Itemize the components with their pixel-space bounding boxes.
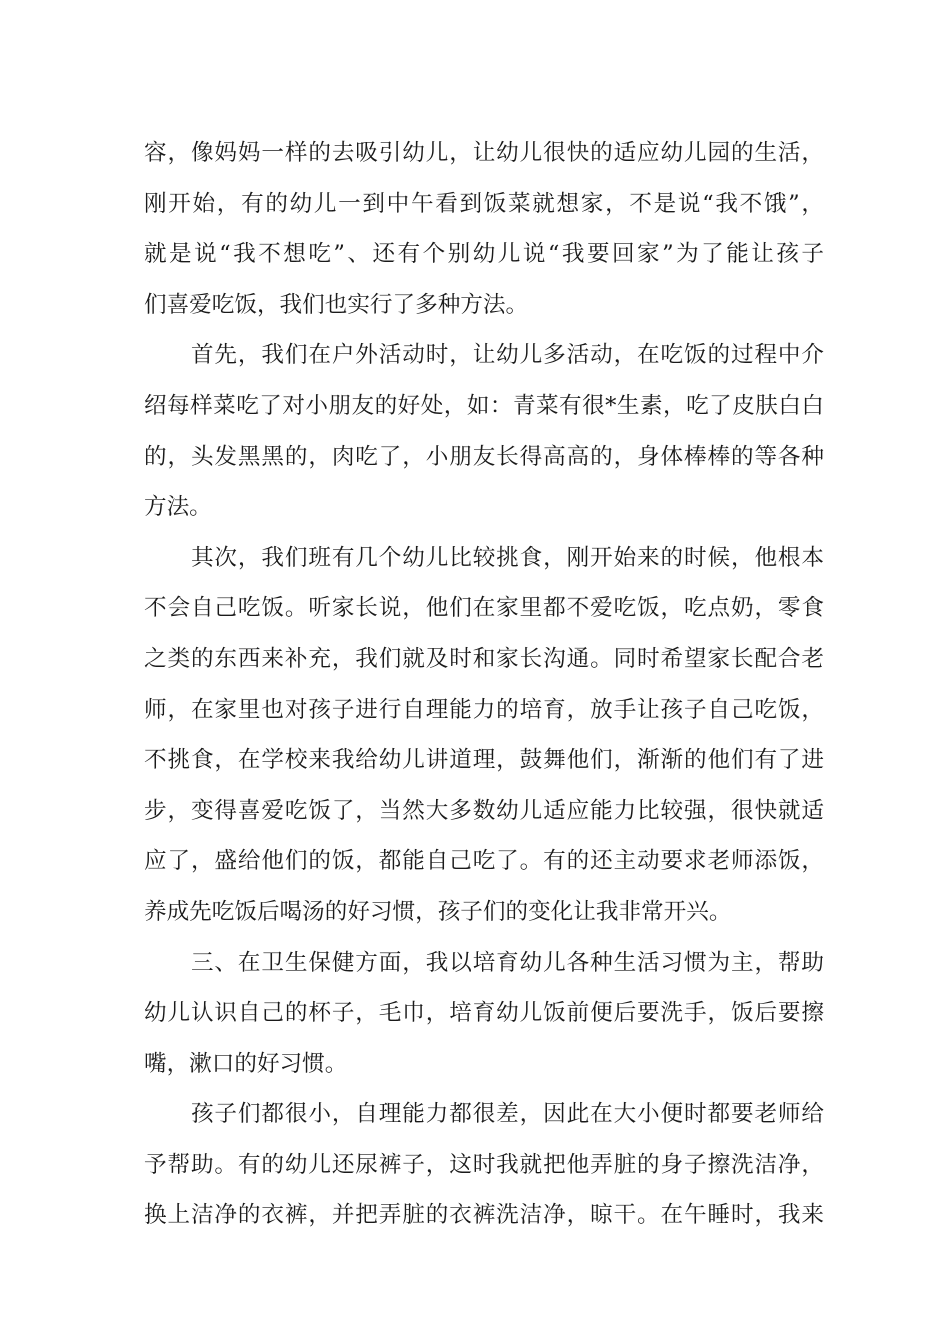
text-line: 们喜爱吃饭，我们也实行了多种方法。 [144,291,529,318]
text-line: 幼儿认识自己的杯子，毛巾，培育幼儿饭前便后要洗手，饭后要擦 [144,1000,824,1027]
text-line: 嘴，漱口的好习惯。 [144,1050,348,1077]
text-line: 孩子们都很小，自理能力都很差，因此在大小便时都要老师给 [144,1101,824,1128]
text-line: 刚开始，有的幼儿一到中午看到饭菜就想家，不是说“我不饿”， [144,190,824,217]
text-line: 不会自己吃饭。听家长说，他们在家里都不爱吃饭，吃点奶，零食 [144,595,824,622]
text-line: 应了，盛给他们的饭，都能自己吃了。有的还主动要求老师添饭， [144,848,824,875]
text-line: 不挑食，在学校来我给幼儿讲道理，鼓舞他们，渐渐的他们有了进 [144,747,824,774]
text-line: 其次，我们班有几个幼儿比较挑食，刚开始来的时候，他根本 [144,544,824,571]
text-line: 方法。 [144,494,212,521]
text-line: 师，在家里也对孩子进行自理能力的培育，放手让孩子自己吃饭， [144,696,824,723]
text-line: 就是说“我不想吃”、还有个别幼儿说“我要回家”为了能让孩子 [144,241,824,268]
text-line: 绍每样菜吃了对小朋友的好处，如：青菜有很*生素，吃了皮肤白白 [144,392,824,419]
text-line: 换上洁净的衣裤，并把弄脏的衣裤洗洁净，晾干。在午睡时，我来 [144,1202,824,1229]
text-line: 的，头发黑黑的，肉吃了，小朋友长得高高的，身体棒棒的等各种 [144,443,824,470]
text-line: 之类的东西来补充，我们就及时和家长沟通。同时希望家长配合老 [144,645,824,672]
text-line: 首先，我们在户外活动时，让幼儿多活动，在吃饭的过程中介 [144,342,824,369]
document-body-text [144,128,824,1241]
text-line: 步，变得喜爱吃饭了，当然大多数幼儿适应能力比较强，很快就适 [144,797,824,824]
text-line: 容，像妈妈一样的去吸引幼儿，让幼儿很快的适应幼儿园的生活， [144,140,824,166]
text-line: 养成先吃饭后喝汤的好习惯，孩子们的变化让我非常开兴。 [144,898,732,925]
text-line: 三、在卫生保健方面，我以培育幼儿各种生活习惯为主，帮助 [144,949,824,976]
text-line: 予帮助。有的幼儿还尿裤子，这时我就把他弄脏的身子擦洗洁净， [144,1151,824,1178]
